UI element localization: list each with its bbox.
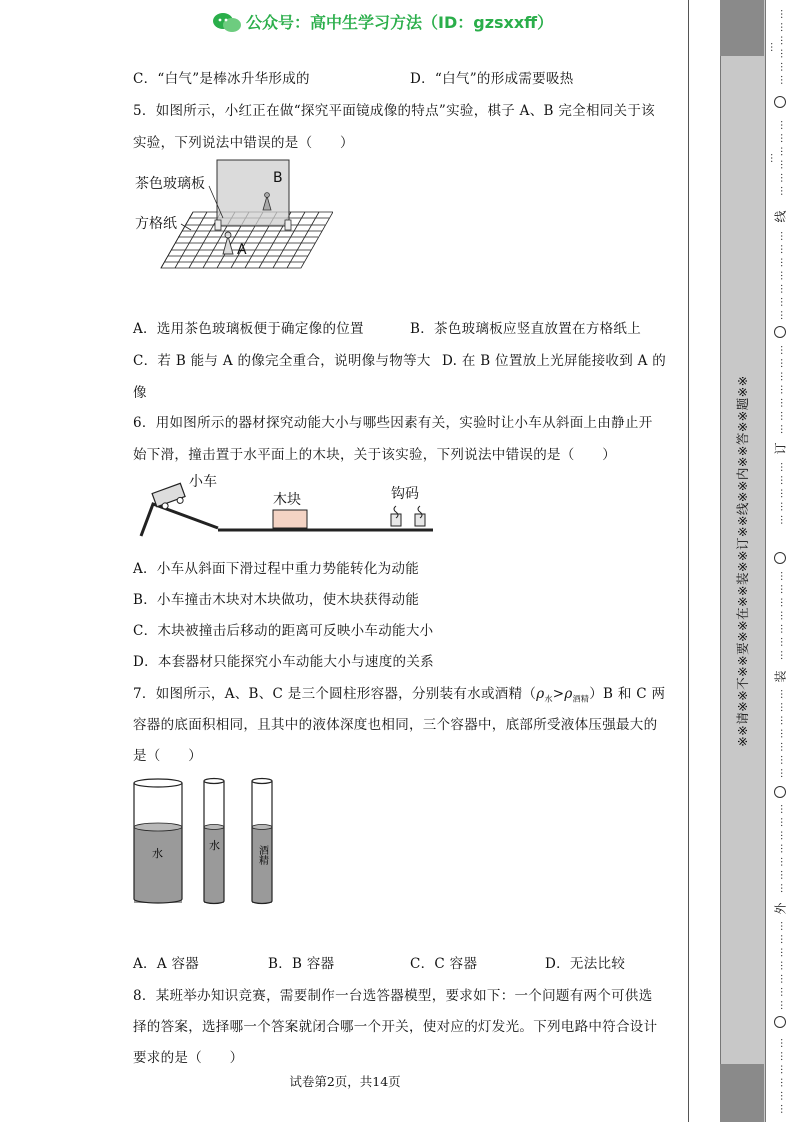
binding-dotted-line: … … … … … … … … … … … … … … 线 … … … … … … … … … … … … … … 订 … … … … … … … … … … … … 装 … … … … … … … … … … … … … … 外 … … … … … … … … … … … … … — [768, 9, 789, 1114]
q5-option-d: D. 在 B 位置放上光屏能接收到 A 的 — [442, 353, 667, 369]
binding-strip-bottom — [720, 1064, 764, 1122]
q6-stem-line2: 始下滑，撞击置于水平面上的木块，关于该实验，下列说法中错误的是（ ） — [133, 447, 616, 463]
binding-label-bind: 装 — [773, 670, 788, 683]
binding-ring — [774, 96, 786, 108]
q5-stem-line2: 实验，下列说法中错误的是（ ） — [133, 135, 354, 151]
chess-piece-a — [223, 236, 233, 254]
label-alcohol-c: 酒精 — [256, 845, 268, 865]
q7-stem-line3: 是（ ） — [133, 748, 202, 764]
label-tinted-glass: 茶色玻璃板 — [135, 176, 205, 192]
binding-ring — [774, 326, 786, 338]
weights — [391, 506, 425, 526]
container-a — [134, 779, 182, 903]
binding-ring — [774, 1016, 786, 1028]
page-header: 公众号：高中生学习方法（ID：gzsxxff） — [246, 13, 554, 32]
binding-label-order: 订 — [773, 442, 788, 455]
binding-ring — [774, 786, 786, 798]
q4-option-d: D．“白气”的形成需要吸热 — [410, 71, 574, 87]
q7-option-b: B．B 容器 — [268, 956, 335, 972]
page-footer: 试卷第2页，共14页 — [289, 1074, 401, 1089]
binding-warning: ※※请※※不※※要※※在※※装※※订※※线※※内※※答※※题※※ — [735, 375, 750, 747]
q7-option-c: C．C 容器 — [410, 956, 478, 972]
q6-option-d: D．本套器材只能探究小车动能大小与速度的关系 — [133, 654, 434, 670]
q6-incline-figure — [133, 470, 443, 540]
q7-containers-figure — [130, 775, 280, 907]
container-c — [252, 779, 272, 904]
binding-ring — [774, 552, 786, 564]
q5-option-a: A．选用茶色玻璃板便于确定像的位置 — [133, 321, 364, 337]
q5-stem-line1: 5．如图所示，小红正在做“探究平面镜成像的特点”实验，棋子 A、B 完全相同关于该 — [133, 103, 655, 119]
label-b: B — [273, 170, 283, 186]
incline — [141, 504, 218, 536]
q8-stem-line2: 择的答案，选择哪一个答案就闭合哪一个开关，使对应的灯发光。下列电路中符合设计 — [133, 1019, 658, 1035]
q6-option-c: C．木块被撞击后移动的距离可反映小车动能大小 — [133, 623, 434, 639]
q7-stem-line2: 容器的底面积相同，且其中的液体深度也相同，三个容器中，底部所受液体压强最大的 — [133, 717, 658, 733]
q8-stem-line3: 要求的是（ ） — [133, 1050, 244, 1066]
cart — [152, 483, 187, 511]
q6-option-a: A．小车从斜面下滑过程中重力势能转化为动能 — [133, 561, 420, 577]
label-water-b: 水 — [209, 839, 220, 852]
q8-stem-line1: 8．某班举办知识竞赛，需要制作一台选答器模型，要求如下：一个问题有两个可供选 — [133, 988, 653, 1004]
q4-option-c: C．“白气”是棒冰升华形成的 — [133, 71, 310, 87]
binding-border — [688, 0, 689, 1122]
label-cart: 小车 — [189, 474, 217, 490]
binding-strip-top — [720, 0, 764, 56]
wechat-icon — [212, 12, 242, 34]
q6-option-b: B．小车撞击木块对木块做功，使木块获得动能 — [133, 592, 420, 608]
label-weights: 钩码 — [391, 486, 419, 502]
label-water-a: 水 — [152, 847, 163, 860]
wooden-block — [273, 510, 307, 528]
label-grid-paper: 方格纸 — [135, 216, 177, 232]
label-a: A — [237, 242, 247, 258]
q5-option-b: B．茶色玻璃板应竖直放置在方格纸上 — [410, 321, 642, 337]
q7-option-a: A．A 容器 — [133, 956, 200, 972]
q6-stem-line1: 6．用如图所示的器材探究动能大小与哪些因素有关，实验时让小车从斜面上由静止开 — [133, 415, 653, 431]
q7-option-d: D．无法比较 — [545, 956, 626, 972]
binding-label-line: 线 — [773, 210, 788, 223]
q7-stem-line1: 7．如图所示，A、B、C 是三个圆柱形容器，分别装有水或酒精$(\rho_水>\rho_{酒精})B$ 和 C 两 — [133, 686, 666, 704]
q5-option-d-cont: 像 — [133, 385, 147, 401]
binding-label-outer: 外 — [773, 902, 788, 915]
label-wooden-block: 木块 — [273, 492, 301, 508]
q5-option-c: C．若 B 能与 A 的像完全重合，说明像与物等大 — [133, 353, 431, 369]
q5-mirror-figure — [133, 150, 333, 272]
